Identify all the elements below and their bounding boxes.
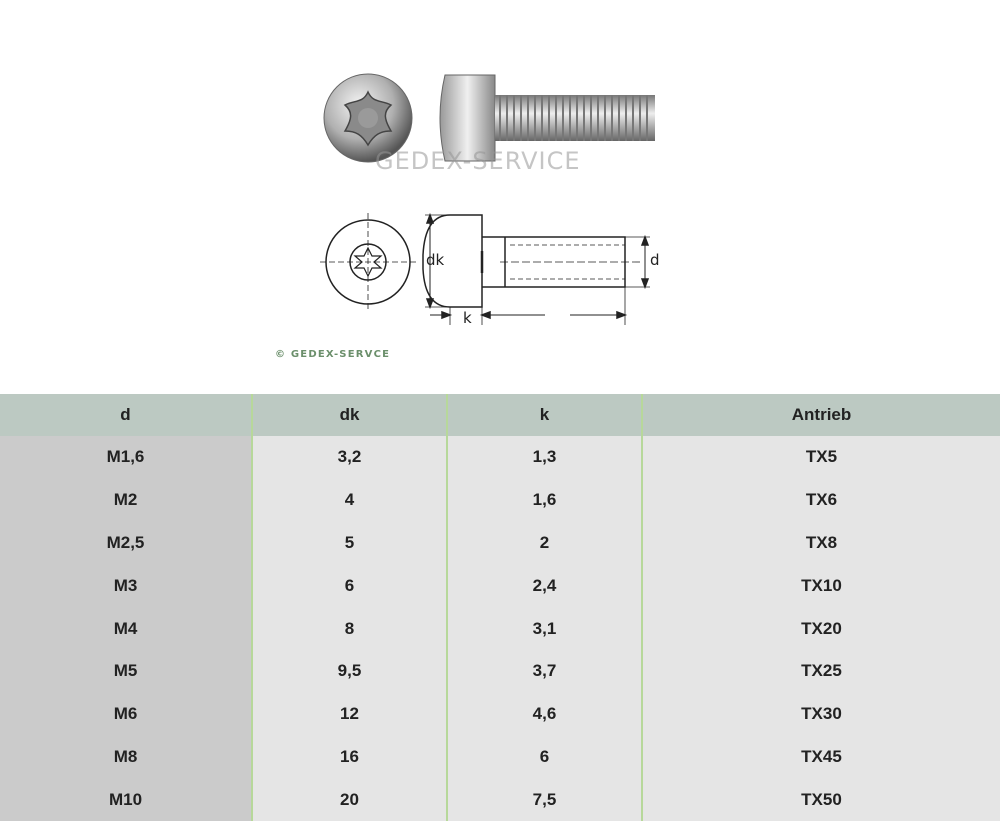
cell-d: M6 bbox=[0, 693, 252, 736]
cell-antrieb: TX20 bbox=[642, 607, 1000, 650]
cell-antrieb: TX5 bbox=[642, 436, 1000, 479]
cell-dk: 20 bbox=[252, 778, 447, 821]
cell-antrieb: TX10 bbox=[642, 564, 1000, 607]
table-row bbox=[0, 436, 1000, 479]
cell-antrieb: TX45 bbox=[642, 736, 1000, 779]
header-d: d bbox=[0, 394, 252, 436]
cell-d: M4 bbox=[0, 607, 252, 650]
table-row bbox=[0, 522, 1000, 565]
cell-antrieb: TX30 bbox=[642, 693, 1000, 736]
cell-k: 1,6 bbox=[447, 479, 642, 522]
header-antrieb: Antrieb bbox=[642, 394, 1000, 436]
cell-dk: 5 bbox=[252, 522, 447, 565]
technical-drawing bbox=[320, 213, 650, 325]
cell-k: 4,6 bbox=[447, 693, 642, 736]
table-header-row bbox=[0, 394, 1000, 436]
cell-k: 3,1 bbox=[447, 607, 642, 650]
cell-k: 7,5 bbox=[447, 778, 642, 821]
cell-dk: 12 bbox=[252, 693, 447, 736]
header-dk: dk bbox=[252, 394, 447, 436]
dim-label-d: d bbox=[650, 251, 660, 269]
cell-k: 3,7 bbox=[447, 650, 642, 693]
cell-antrieb: TX25 bbox=[642, 650, 1000, 693]
table-row bbox=[0, 479, 1000, 522]
cell-dk: 16 bbox=[252, 736, 447, 779]
cell-d: M1,6 bbox=[0, 436, 252, 479]
cell-dk: 6 bbox=[252, 564, 447, 607]
cell-antrieb: TX50 bbox=[642, 778, 1000, 821]
cell-d: M5 bbox=[0, 650, 252, 693]
dim-label-dk: dk bbox=[426, 251, 445, 269]
table-row bbox=[0, 778, 1000, 821]
dimensions-table bbox=[0, 394, 1000, 821]
copyright-notice: © GEDEX-SERVCE bbox=[275, 349, 391, 360]
header-k: k bbox=[447, 394, 642, 436]
cell-k: 1,3 bbox=[447, 436, 642, 479]
table-row bbox=[0, 564, 1000, 607]
dim-label-k: k bbox=[463, 309, 472, 327]
table-row bbox=[0, 607, 1000, 650]
cell-d: M2 bbox=[0, 479, 252, 522]
table-row bbox=[0, 693, 1000, 736]
cell-d: M10 bbox=[0, 778, 252, 821]
table-row bbox=[0, 736, 1000, 779]
cell-k: 6 bbox=[447, 736, 642, 779]
cell-dk: 9,5 bbox=[252, 650, 447, 693]
cell-dk: 4 bbox=[252, 479, 447, 522]
cell-dk: 3,2 bbox=[252, 436, 447, 479]
cell-antrieb: TX6 bbox=[642, 479, 1000, 522]
cell-antrieb: TX8 bbox=[642, 522, 1000, 565]
cell-dk: 8 bbox=[252, 607, 447, 650]
photo-watermark: GEDEX-SERVICE bbox=[375, 147, 581, 175]
cell-d: M2,5 bbox=[0, 522, 252, 565]
cell-k: 2 bbox=[447, 522, 642, 565]
table-row bbox=[0, 650, 1000, 693]
screw-figure bbox=[260, 45, 680, 375]
cell-d: M3 bbox=[0, 564, 252, 607]
cell-d: M8 bbox=[0, 736, 252, 779]
cell-k: 2,4 bbox=[447, 564, 642, 607]
